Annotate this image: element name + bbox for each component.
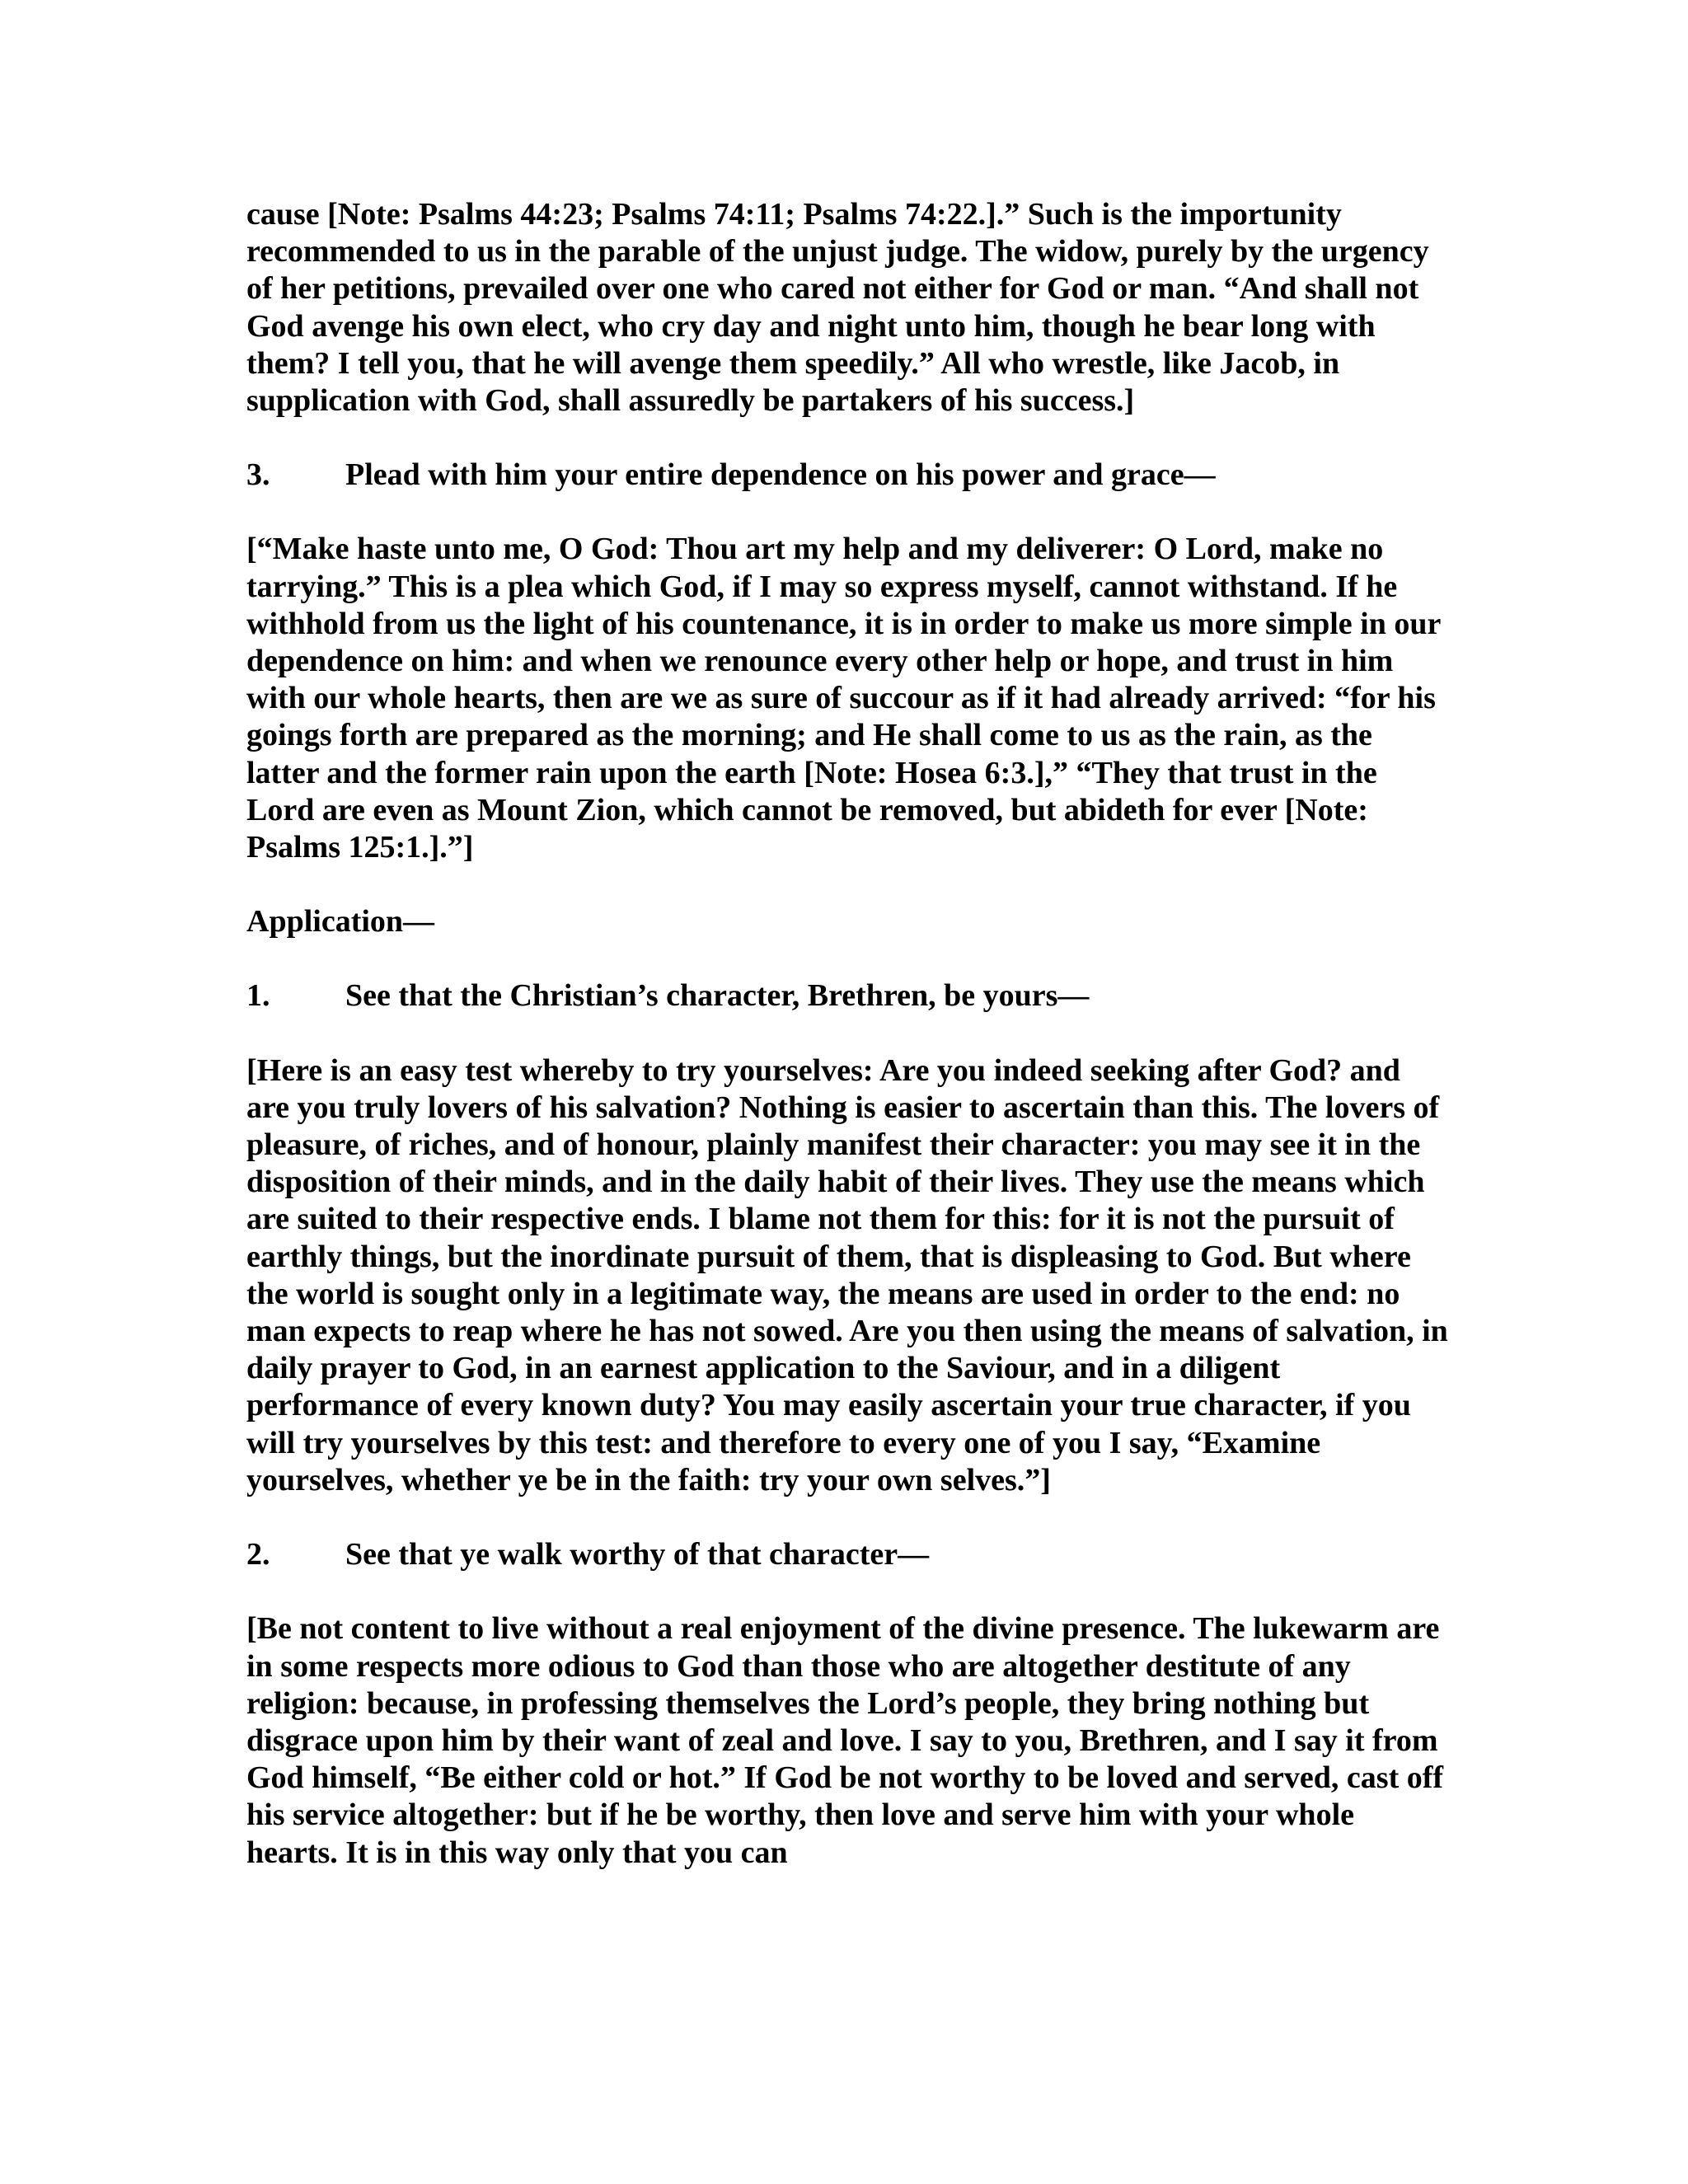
paragraph-dependence: [“Make haste unto me, O God: Thou art my help and my deliverer: O Lord, make no tarrying.” This is a plea which God, if I may so express myself, cannot withstand. If he withhold from us the light of his countenance, it is in order to make us more simple in our dependence on him: and when we renounce every other help or hope, and trust in him with our whole hearts, then are we as sure of succour as if it had already arrived: “for his goings forth are prepared as the morning; and He shall come to us as the rain, as the latter and the former rain upon the earth [Note: Hosea 6:3.],” “They that trust in the Lord are even as Mount Zion, which cannot be removed, but abideth for ever [Note: Psalms 125:1.].”]: [246, 532, 1441, 865]
paragraph-importunity: cause [Note: Psalms 44:23; Psalms 74:11; Psalms 74:22.].” Such is the importunity recommended to us in the parable of the unjust judge. The widow, purely by the urgency of her petitions, prevailed over one who cared not either for God or man. “And shall not God avenge his own elect, who cry day and night unto him, though he bear long with them? I tell you, that he will avenge them speedily.” All who wrestle, like Jacob, in supplication with God, shall assuredly be partakers of his success.]: [246, 197, 1429, 419]
heading-text: Plead with him your entire dependence on his power and grace—: [345, 457, 1216, 493]
paragraph-walk-worthy: [Be not content to live without a real enjoyment of the divine presence. The lukewarm are in some respects more odious to God than those who are altogether destitute of any religion: because, in professing themselves the Lord’s people, they bring nothing but disgrace upon him by their want of zeal and love. I say to you, Brethren, and I say it from God himself, “Be either cold or hot.” If God be not worthy to be loved and served, cast off his service altogether: but if he be worthy, then love and serve him with your whole hearts. It is in this way only that you can: [246, 1611, 1444, 1870]
heading-number: 1.: [246, 978, 270, 1014]
document-body: [246, 196, 1450, 1909]
heading-application-1: [246, 977, 1450, 1015]
paragraph-test: [Here is an easy test whereby to try yourselves: Are you indeed seeking after God? and are you truly lovers of his salvation? Nothing is easier to ascertain than this. The lovers of pleasure, of riches, and of honour, plainly manifest their character: you may see it in the disposition of their minds, and in the daily habit of their lives. They use the means which are suited to their respective ends. I blame not them for this: for it is not the pursuit of earthly things, but the inordinate pursuit of them, that is displeasing to God. But where the world is sought only in a legitimate way, the means are used in order to the end: no man expects to reap where he has not sowed. Are you then using the means of salvation, in daily prayer to God, in an earnest application to the Saviour, and in a diligent performance of every known duty? You may easily ascertain your true character, if you will try yourselves by this test: and therefore to every one of you I say, “Examine yourselves, whether ye be in the faith: try your own selves.”]: [246, 1052, 1448, 1497]
heading-text: See that the Christian’s character, Brethren, be yours—: [345, 978, 1090, 1014]
heading-number: 3.: [246, 457, 270, 493]
heading-number: 2.: [246, 1537, 270, 1572]
section-heading-application: Application—: [246, 904, 435, 940]
heading-application-2: [246, 1536, 1450, 1573]
heading-point-3: [246, 457, 1450, 494]
heading-text: See that ye walk worthy of that character—: [345, 1537, 930, 1572]
